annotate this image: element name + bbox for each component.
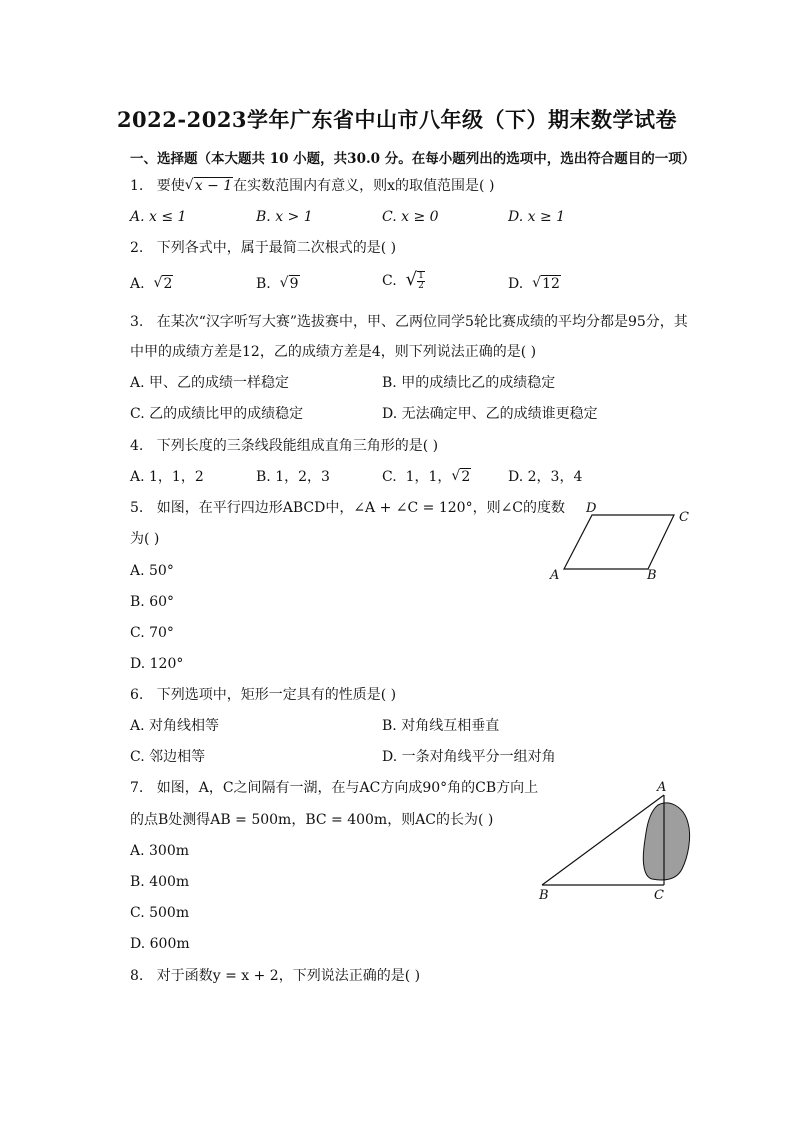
question-5-line-2: 为( ) (130, 531, 160, 547)
question-text: 在实数范围内有意义，则x的取值范围是( ) (233, 178, 495, 194)
option-letter: A. (130, 276, 145, 292)
radicand: 12 (542, 276, 560, 292)
question-text: 对于函数y = x + 2，下列说法正确的是( ) (156, 968, 421, 984)
option-c: C. 乙的成绩比甲的成绩稳定 (130, 406, 304, 422)
question-text: 下列选项中，矩形一定具有的性质是( ) (156, 687, 397, 703)
option-text: 1，1， (405, 469, 452, 485)
question-1 (130, 176, 494, 196)
parallelogram-shape (564, 515, 674, 569)
sqrt-symbol: √ (405, 269, 418, 290)
question-text: 下列各式中，属于最简二次根式的是( ) (156, 240, 397, 256)
option-d (508, 274, 561, 294)
exam-title: 2022-2023学年广东省中山市八年级（下）期末数学试卷 (116, 107, 678, 132)
option-d: D. 2，3，4 (508, 469, 583, 485)
option-b: B. 400m (130, 874, 190, 890)
option-a: A. 300m (130, 843, 190, 859)
question-3-line-2: 中甲的成绩方差是12，乙的成绩方差是4，则下列说法正确的是( ) (130, 344, 537, 360)
sqrt-expression (153, 274, 173, 294)
option-a: A. 1，1，2 (130, 469, 204, 485)
fraction (417, 271, 425, 291)
option-c (382, 467, 471, 487)
option-b: B. 60° (130, 594, 175, 610)
option-b: B. 甲的成绩比乙的成绩稳定 (382, 375, 556, 391)
radicand: x − 1 (194, 178, 233, 194)
question-7-line-2: 的点B处测得AB = 500m，BC = 400m，则AC的长为( ) (130, 812, 494, 828)
option-a (130, 274, 173, 294)
question-2 (130, 238, 396, 258)
option-c: C. 500m (130, 905, 190, 921)
option-d: D. 120° (130, 656, 184, 672)
question-7 (130, 778, 538, 798)
question-3 (130, 312, 688, 332)
sqrt-expression (532, 274, 561, 294)
option-letter: C. (382, 273, 397, 289)
option-b: B. 1，2，3 (256, 469, 330, 485)
sqrt-expression (185, 176, 233, 196)
option-a: A. 50° (130, 563, 174, 579)
question-text: 在某次“汉字听写大赛”选拔赛中，甲、乙两位同学5轮比赛成绩的平均分都是95分，其 (156, 314, 688, 330)
question-number: 2. (130, 240, 144, 256)
radicand: 2 (163, 276, 173, 292)
question-text: 如图，A，C之间隔有一湖，在与AC方向成90°角的CB方向上 (156, 780, 539, 796)
option-a: A. x ≤ 1 (130, 209, 187, 225)
lake-shape (643, 803, 689, 880)
vertex-label-a: A (657, 780, 667, 795)
option-letter: D. (508, 276, 524, 292)
question-number: 8. (130, 968, 144, 984)
option-b (256, 274, 300, 294)
radicand: 2 (461, 469, 471, 485)
sqrt-expression (280, 274, 300, 294)
vertex-label-a: A (550, 568, 560, 583)
question-number: 1. (130, 178, 144, 194)
question-text: 如图，在平行四边形ABCD中，∠A + ∠C = 120°，则∠C的度数 (156, 500, 566, 516)
question-number: 3. (130, 314, 144, 330)
option-b: B. x > 1 (256, 209, 313, 225)
question-number: 5. (130, 500, 144, 516)
option-d: D. 一条对角线平分一组对角 (382, 749, 556, 765)
question-8 (130, 966, 420, 986)
option-letter: C. (382, 469, 397, 485)
vertex-label-b: B (647, 568, 657, 583)
option-d: D. 无法确定甲、乙的成绩谁更稳定 (382, 406, 598, 422)
parallelogram-figure (540, 498, 700, 588)
question-4 (130, 436, 438, 456)
option-c: C. 邻边相等 (130, 749, 206, 765)
option-c: C. x ≥ 0 (382, 209, 439, 225)
vertex-label-b: B (539, 888, 549, 903)
question-number: 7. (130, 780, 144, 796)
question-text: 下列长度的三条线段能组成直角三角形的是( ) (156, 438, 439, 454)
question-5 (130, 498, 565, 518)
section-heading: 一、选择题（本大题共 10 小题，共30.0 分。在每小题列出的选项中，选出符合题目的一项） (130, 151, 696, 167)
option-c: C. 70° (130, 625, 174, 641)
radicand: 9 (289, 276, 299, 292)
option-a: A. 对角线相等 (130, 718, 220, 734)
option-c (382, 270, 425, 291)
option-d: D. x ≥ 1 (508, 209, 566, 225)
question-6 (130, 685, 396, 705)
sqrt-expression (451, 467, 471, 487)
question-number: 4. (130, 438, 144, 454)
lake-triangle-figure (530, 775, 705, 905)
vertex-label-c: C (679, 510, 689, 525)
question-text: 要使 (156, 178, 185, 194)
option-a: A. 甲、乙的成绩一样稳定 (130, 375, 290, 391)
denominator: 2 (418, 281, 424, 291)
vertex-label-d: D (586, 501, 597, 516)
numerator: 1 (418, 271, 424, 281)
option-d: D. 600m (130, 936, 190, 952)
option-b: B. 对角线互相垂直 (382, 718, 500, 734)
question-number: 6. (130, 687, 144, 703)
vertex-label-c: C (654, 888, 664, 903)
option-letter: B. (256, 276, 271, 292)
